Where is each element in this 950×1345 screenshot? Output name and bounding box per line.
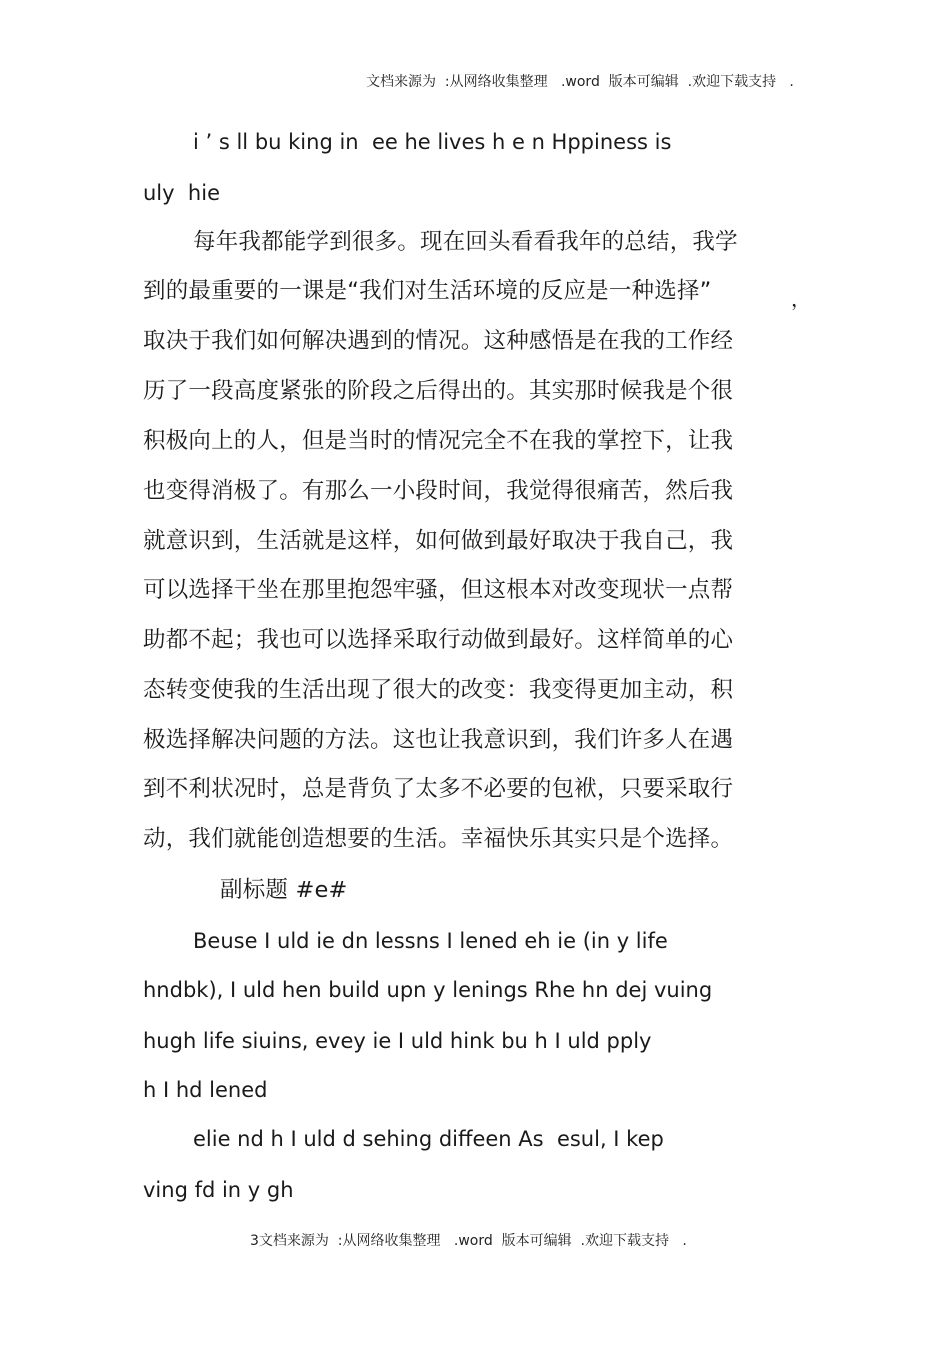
text-line: Beuse I uld ie dn lessns I lened eh ie (in y life bbox=[193, 929, 668, 953]
text-line: 到不利状况时，总是背负了太多不必要的包袱，只要采取行 bbox=[143, 776, 734, 802]
text-line: 历了一段高度紧张的阶段之后得出的。其实那时候我是个很 bbox=[143, 378, 734, 404]
text-line: elie nd h I uld d sehing diffeen As esul, I kep bbox=[193, 1127, 664, 1151]
text-line: 取决于我们如何解决遇到的情况。这种感悟是在我的工作经 bbox=[143, 328, 734, 354]
trailing-comma: ， bbox=[791, 287, 811, 311]
text-line: hndbk), I uld hen build upn y lenings Rhe hn dej vuing bbox=[143, 978, 713, 1002]
text-line: hugh life siuins, evey ie I uld hink bu h I uld pply bbox=[143, 1029, 652, 1053]
text-line: 可以选择干坐在那里抱怨牢骚，但这根本对改变现状一点帮 bbox=[143, 577, 734, 603]
text-line: 积极向上的人，但是当时的情况完全不在我的掌控下，让我 bbox=[143, 428, 734, 454]
text-line: 动，我们就能创造想要的生活。幸福快乐其实只是个选择。 bbox=[143, 826, 734, 852]
text-line: 助都不起；我也可以选择采取行动做到最好。这样简单的心 bbox=[143, 627, 734, 653]
text-line: uly hie bbox=[143, 181, 220, 205]
text-line: 也变得消极了。有那么一小段时间，我觉得很痛苦，然后我 bbox=[143, 478, 734, 504]
text-line: 态转变使我的生活出现了很大的改变：我变得更加主动，积 bbox=[143, 677, 734, 703]
page-header: 文档来源为 :从网络收集整理 .word 版本可编辑 .欢迎下载支持 . bbox=[366, 74, 794, 90]
text-line: 到的最重要的一课是“我们对生活环境的反应是一种选择” bbox=[143, 278, 712, 304]
text-line: i ’ s ll bu king in ee he lives h e n Hppiness is bbox=[193, 130, 672, 154]
text-line: h I hd lened bbox=[143, 1078, 268, 1102]
text-line: 极选择解决问题的方法。这也让我意识到，我们许多人在遇 bbox=[143, 727, 734, 753]
text-line: ving fd in y gh bbox=[143, 1178, 294, 1202]
page-footer: 3文档来源为 :从网络收集整理 .word 版本可编辑 .欢迎下载支持 . bbox=[250, 1233, 687, 1249]
subtitle-line: 副标题 #e# bbox=[220, 877, 348, 903]
text-line: 就意识到，生活就是这样，如何做到最好取决于我自己，我 bbox=[143, 528, 734, 554]
text-line: 每年我都能学到很多。现在回头看看我年的总结，我学 bbox=[193, 229, 738, 255]
